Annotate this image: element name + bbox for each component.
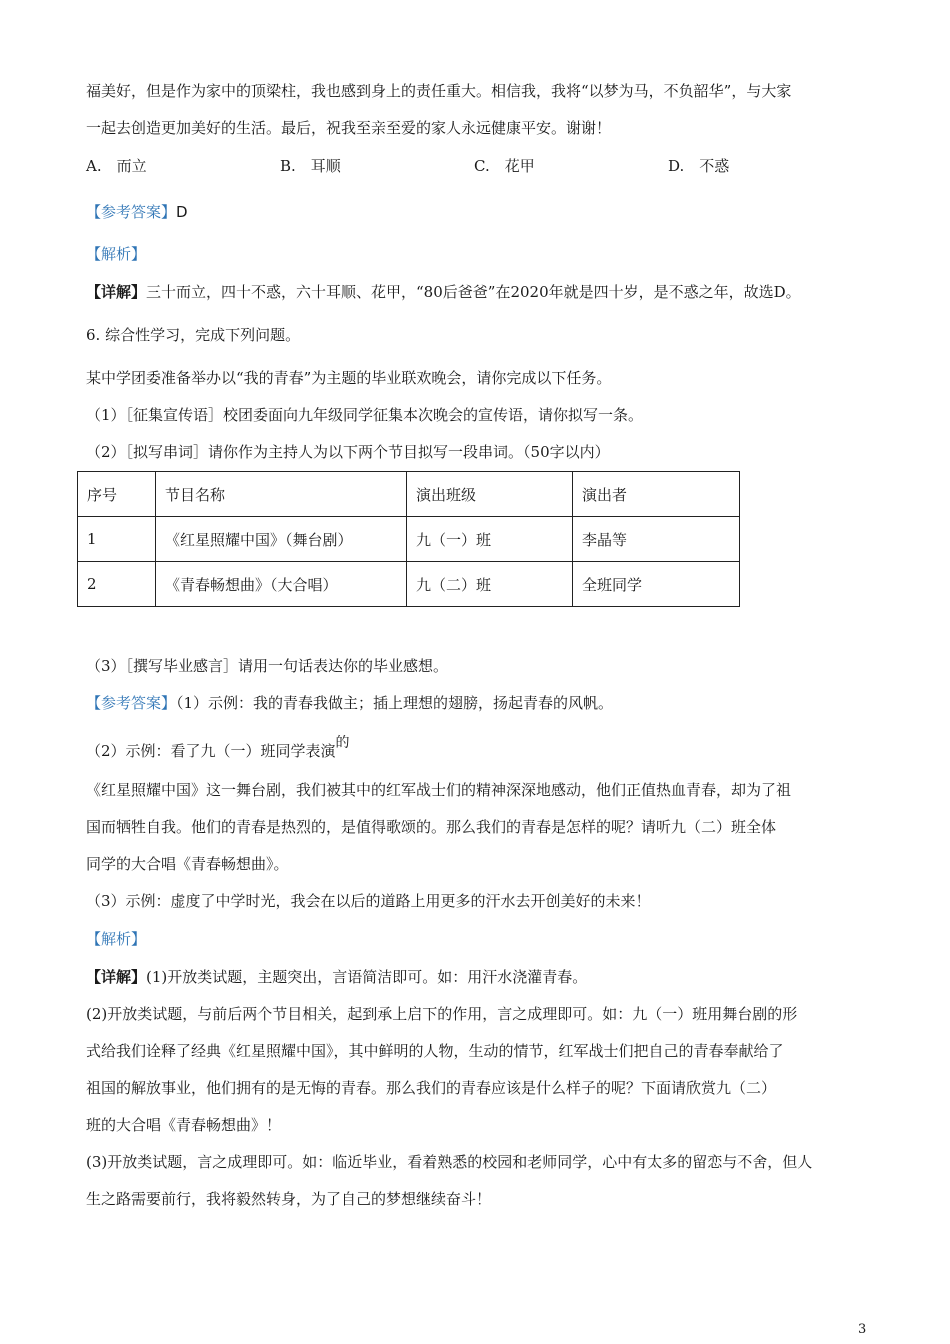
header-cell: 节目名称 <box>156 472 407 517</box>
q5-analysis-label: 【解析】 <box>86 245 147 263</box>
q6-title: 6. 综合性学习，完成下列问题。 <box>86 326 301 344</box>
q6-answer-2-line-3: 同学的大合唱《青春畅想曲》。 <box>86 855 289 873</box>
q6-analysis-label: 【解析】 <box>86 930 147 948</box>
table-row <box>78 517 740 562</box>
header-cell: 序号 <box>78 472 156 517</box>
answer-2-head-text: （2）示例：看了九（一）班同学表演 <box>86 742 336 760</box>
table-cell: 九（一）班 <box>407 517 573 562</box>
q6-detail-2-line-4: 班的大合唱《青春畅想曲》！ <box>86 1116 282 1134</box>
detail-label: 【详解】 <box>86 283 147 301</box>
option-b: B. 耳顺 <box>280 157 341 175</box>
answer-value: D <box>176 203 188 221</box>
table-cell: 1 <box>78 517 156 562</box>
detail-text: 三十而立，四十不惑，六十耳顺、花甲，“80后爸爸”在2020年就是四十岁，是不惑之年，故选D。 <box>146 283 801 301</box>
q6-answer-1 <box>86 692 613 714</box>
header-cell: 演出者 <box>573 472 740 517</box>
page-number: 3 <box>858 1322 867 1337</box>
q6-answer-3: （3）示例：虚度了中学时光，我会在以后的道路上用更多的汗水去开创美好的未来！ <box>86 892 651 910</box>
table-cell: 李晶等 <box>573 517 740 562</box>
option-c: C. 花甲 <box>474 157 535 175</box>
q6-detail-3-line-1: (3)开放类试题，言之成理即可。如：临近毕业，看着熟悉的校园和老师同学，心中有太多的留恋与不舍，但人 <box>86 1153 813 1171</box>
q5-detail <box>86 281 801 303</box>
table-header-row <box>78 472 740 517</box>
answer-label: 【参考答案】 <box>86 694 177 712</box>
table-cell: 《青春畅想曲》（大合唱） <box>156 562 407 607</box>
answer-1-text: （1）示例：我的青春我做主；插上理想的翅膀，扬起青春的风帆。 <box>176 694 614 712</box>
q6-lead: 某中学团委准备举办以“我的青春”为主题的毕业联欢晚会，请你完成以下任务。 <box>86 369 612 387</box>
table-row <box>78 562 740 607</box>
intro-line-1: 福美好，但是作为家中的顶梁柱，我也感到身上的责任重大。相信我，我将“以梦为马，不负韶华”，与大家 <box>86 82 792 100</box>
table-cell: 2 <box>78 562 156 607</box>
detail-1-text: (1)开放类试题，主题突出，言语简洁即可。如：用汗水浇灌青春。 <box>146 968 588 986</box>
program-table <box>77 471 740 607</box>
q6-task-1: （1）［征集宣传语］校团委面向九年级同学征集本次晚会的宣传语，请你拟写一条。 <box>86 406 644 424</box>
intro-line-2: 一起去创造更加美好的生活。最后，祝我至亲至爱的家人永远健康平安。谢谢！ <box>86 119 612 137</box>
q6-detail-1 <box>86 966 587 988</box>
q6-answer-2-line-1: 《红星照耀中国》这一舞台剧，我们被其中的红军战士们的精神深深地感动，他们正值热血青春，却为了祖 <box>86 781 792 799</box>
detail-label: 【详解】 <box>86 968 147 986</box>
q6-detail-2-line-3: 祖国的解放事业，他们拥有的是无悔的青春。那么我们的青春应该是什么样子的呢？下面请欣赏九（二） <box>86 1079 777 1097</box>
q6-detail-2-line-2: 式给我们诠释了经典《红星照耀中国》，其中鲜明的人物，生动的情节，红军战士们把自己的青春奉献给了 <box>86 1042 784 1060</box>
q5-options <box>86 155 866 177</box>
q6-detail-2-line-1: (2)开放类试题，与前后两个节目相关，起到承上启下的作用，言之成理即可。如：九（一）班用舞台剧的形 <box>86 1005 798 1023</box>
table-cell: 全班同学 <box>573 562 740 607</box>
q6-task-3: （3）［撰写毕业感言］请用一句话表达你的毕业感想。 <box>86 657 449 675</box>
q6-answer-2-line-2: 国而牺牲自我。他们的青春是热烈的，是值得歌颂的。那么我们的青春是怎样的呢？请听九（二）班全体 <box>86 818 777 836</box>
answer-2-superscript: 的 <box>335 735 350 751</box>
q6-task-2: （2）［拟写串词］请你作为主持人为以下两个节目拟写一段串词。（50字以内） <box>86 443 610 461</box>
q6-answer-2-head <box>86 735 350 763</box>
q6-detail-3-line-2: 生之路需要前行，我将毅然转身，为了自己的梦想继续奋斗！ <box>86 1190 492 1208</box>
answer-label: 【参考答案】 <box>86 203 177 221</box>
header-cell: 演出班级 <box>407 472 573 517</box>
option-a: A. 而立 <box>86 157 147 175</box>
q5-answer <box>86 201 188 223</box>
option-d: D. 不惑 <box>668 157 730 175</box>
table-cell: 九（二）班 <box>407 562 573 607</box>
table-cell: 《红星照耀中国》（舞台剧） <box>156 517 407 562</box>
